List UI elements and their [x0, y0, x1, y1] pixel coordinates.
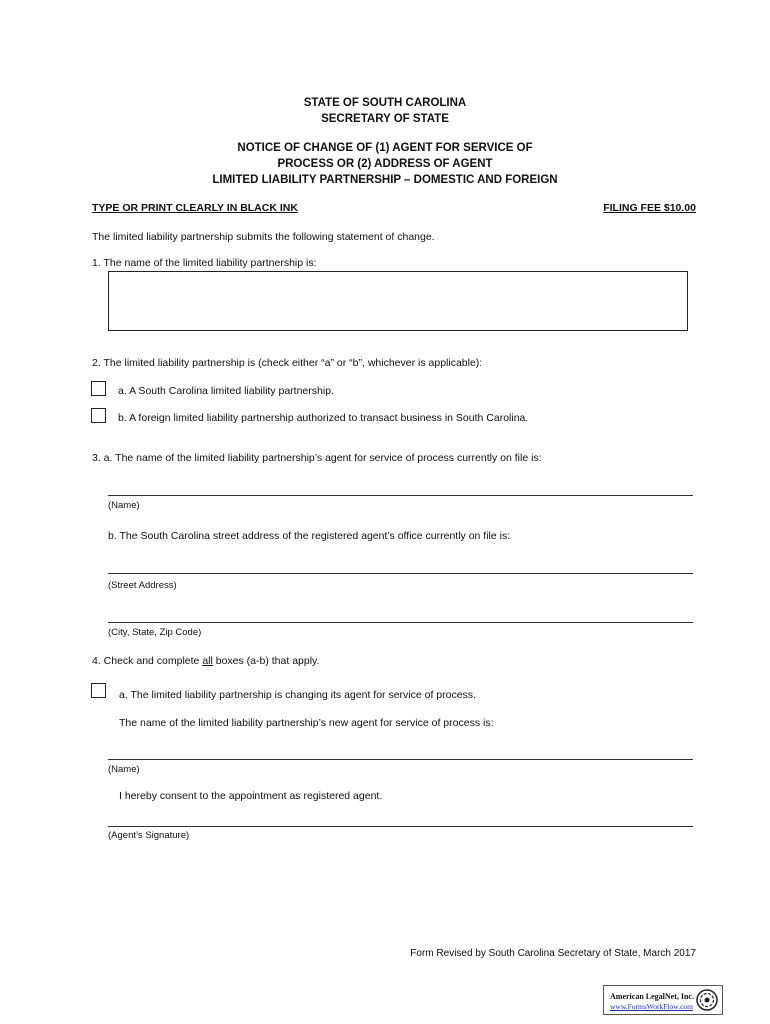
publisher-badge	[603, 985, 723, 1015]
city-state-zip-caption: (City, State, Zip Code)	[108, 627, 202, 638]
form-title-line-1: NOTICE OF CHANGE OF (1) AGENT FOR SERVICE OF	[237, 142, 533, 154]
q2-label: 2. The limited liability partnership is (check either “a” or “b”, whichever is applicable):	[92, 357, 483, 369]
q4-label-start: 4. Check and complete	[92, 655, 203, 667]
street-address-caption: (Street Address)	[108, 580, 177, 591]
agent-signature-caption: (Agent’s Signature)	[108, 830, 190, 841]
print-instructions: TYPE OR PRINT CLEARLY IN BLACK INK	[92, 202, 298, 214]
q4-option-a-checkbox[interactable]	[91, 683, 106, 698]
intro-statement: The limited liability partnership submits the following statement of change.	[92, 231, 435, 243]
filing-fee: FILING FEE $10.00	[603, 202, 696, 214]
q2-option-a-checkbox[interactable]	[91, 381, 106, 396]
street-address-line[interactable]	[108, 573, 693, 574]
badge-company-name: American LegalNet, Inc.	[610, 992, 694, 1001]
consent-statement: I hereby consent to the appointment as registered agent.	[119, 790, 383, 802]
agent-signature-line[interactable]	[108, 826, 693, 827]
state-heading: STATE OF SOUTH CAROLINA	[303, 97, 467, 109]
q4-label-end: boxes (a-b) that apply.	[212, 655, 320, 667]
current-agent-name-line[interactable]	[108, 495, 693, 496]
revision-note: Form Revised by South Carolina Secretary of State, March 2017	[410, 948, 696, 959]
q3b-label: b. The South Carolina street address of the registered agent’s office currently on file is:	[108, 530, 511, 542]
new-agent-prompt: The name of the limited liability partnership’s new agent for service of process is:	[119, 717, 494, 729]
publisher-logo-icon	[696, 989, 718, 1011]
q1-label: 1. The name of the limited liability partnership is:	[92, 257, 317, 269]
q4-option-a-label: a. The limited liability partnership is changing its agent for service of process.	[119, 689, 476, 701]
form-title-line-3: LIMITED LIABILITY PARTNERSHIP – DOMESTIC AND FOREIGN	[212, 174, 558, 186]
q2-option-a-label: a. A South Carolina limited liability partnership.	[118, 385, 334, 397]
city-state-zip-line[interactable]	[108, 622, 693, 623]
office-heading: SECRETARY OF STATE	[321, 113, 449, 125]
q4-label	[92, 654, 319, 668]
current-agent-name-caption: (Name)	[108, 500, 140, 511]
q2-option-b-checkbox[interactable]	[91, 408, 106, 423]
q2-option-b-label: b. A foreign limited liability partnership authorized to transact business in South Carolina.	[118, 412, 529, 424]
form-title-line-2: PROCESS OR (2) ADDRESS OF AGENT	[277, 158, 493, 170]
partnership-name-field[interactable]	[108, 271, 688, 331]
new-agent-name-line[interactable]	[108, 759, 693, 760]
q3a-label: 3. a. The name of the limited liability partnership’s agent for service of process currently on file is:	[92, 452, 542, 464]
q4-label-emphasis: all	[202, 655, 213, 667]
new-agent-name-caption: (Name)	[108, 764, 140, 775]
badge-website-link[interactable]: www.FormsWorkFlow.com	[610, 1002, 694, 1011]
